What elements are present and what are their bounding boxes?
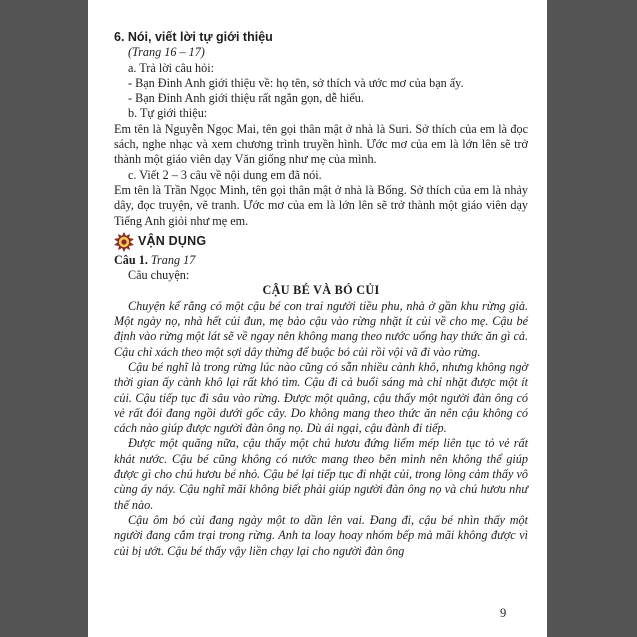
right-background-band: [547, 0, 637, 637]
part-a-item: - Bạn Đinh Anh giới thiệu rất ngắn gọn, dễ hiểu.: [128, 91, 364, 106]
story-paragraph: Được một quãng nữa, cậu thấy một chú hươu đứng liếm mép liên tục tỏ vẻ rất khát nước. Cậu bé cũng không có nước mang theo bên mình nên không thể giúp được gì cho chú hươu bé nhỏ. Cậu bé lại tiếp tục đi nhặt củi, trong lòng cảm thấy vô cùng áy náy. Cậu nghĩ mãi không biết phải giúp người đàn ông nọ và chú hươu như thế nào.: [114, 436, 528, 512]
story-title: CẬU BÉ VÀ BÓ CỦI: [262, 283, 380, 298]
part-c-label: c. Viết 2 – 3 câu về nội dung em đã nói.: [128, 167, 322, 182]
page-content: [114, 30, 528, 559]
part-b-text: Em tên là Nguyễn Ngọc Mai, tên gọi thân mật ở nhà là Suri. Sở thích của em là đọc sách, nghe nhạc và xem chương trình truyền hình. Ước mơ của em là lớn lên sẽ trở thành một giáo viên dạy Văn giống như mẹ của mình.: [114, 121, 528, 167]
story-body: [114, 299, 528, 559]
part-b-label: b. Tự giới thiệu:: [128, 106, 208, 121]
question-line: [114, 253, 528, 268]
story-paragraph: Cậu bé nghĩ là trong rừng lúc nào cũng có sẵn nhiều cành khô, nhưng không ngờ thời gian ấy cành khô lại rất khó tìm. Cậu đi cả buổi sáng mà chỉ nhặt được một ít củi. Cậu tiếp tục đi sâu vào rừng. Được một quãng, cậu thấy một người đàn ông có vẻ rất đói đang ngồi dưới gốc cây. Do không mang theo thức ăn nên cậu không có cách nào giúp được người đàn ông nọ. Dù ái ngại, cậu đành đi tiếp.: [114, 359, 528, 436]
van-dung-header: [114, 231, 528, 253]
question-label: Câu 1.: [114, 252, 148, 267]
van-dung-title: VẬN DỤNG: [138, 234, 207, 249]
section-heading: 6. Nói, viết lời tự giới thiệu: [114, 30, 273, 44]
document-page: [88, 0, 547, 637]
page-number: 9: [500, 606, 507, 620]
story-paragraph: Cậu ôm bó củi đang ngày một to dần lên vai. Đang đi, cậu bé nhìn thấy một người đang cắm trại trong rừng. Anh ta loay hoay nhóm bếp mà mãi không được vì củi bị ướt. Cậu bé thấy vậy liền chạy lại cho người đàn ông: [114, 512, 528, 558]
question-page: Trang 17: [150, 252, 196, 267]
page-reference: (Trang 16 – 17): [128, 45, 205, 60]
part-c-text: Em tên là Trần Ngọc Minh, tên gọi thân mật ở nhà là Bống. Sở thích của em là nhảy dây, đọc truyện, vẽ tranh. Ước mơ của em là lớn lên sẽ trở thành một giáo viên dạy Tiếng Anh giỏi như mẹ em.: [114, 182, 528, 228]
story-label: Câu chuyện:: [128, 268, 190, 283]
story-paragraph: Chuyện kể rằng có một cậu bé con trai người tiều phu, nhà ở gần khu rừng già. Một ngày nọ, nhà hết củi đun, mẹ bảo cậu vào rừng nhặt ít củi về cho mẹ. Cậu bé định vào rừng một lát sẽ về ngay nên không mang theo nước uống hay thức ăn gì cả. Cậu chỉ xách theo một sợi dây thừng để buộc bó củi rồi vội vã đi vào rừng.: [114, 298, 528, 359]
left-background-band: [0, 0, 88, 637]
sun-badge-icon: [114, 232, 134, 252]
part-a-label: a. Trả lời câu hỏi:: [128, 60, 214, 75]
part-a-item: - Bạn Đinh Anh giới thiệu về: họ tên, sở thích và ước mơ của bạn ấy.: [128, 75, 464, 90]
